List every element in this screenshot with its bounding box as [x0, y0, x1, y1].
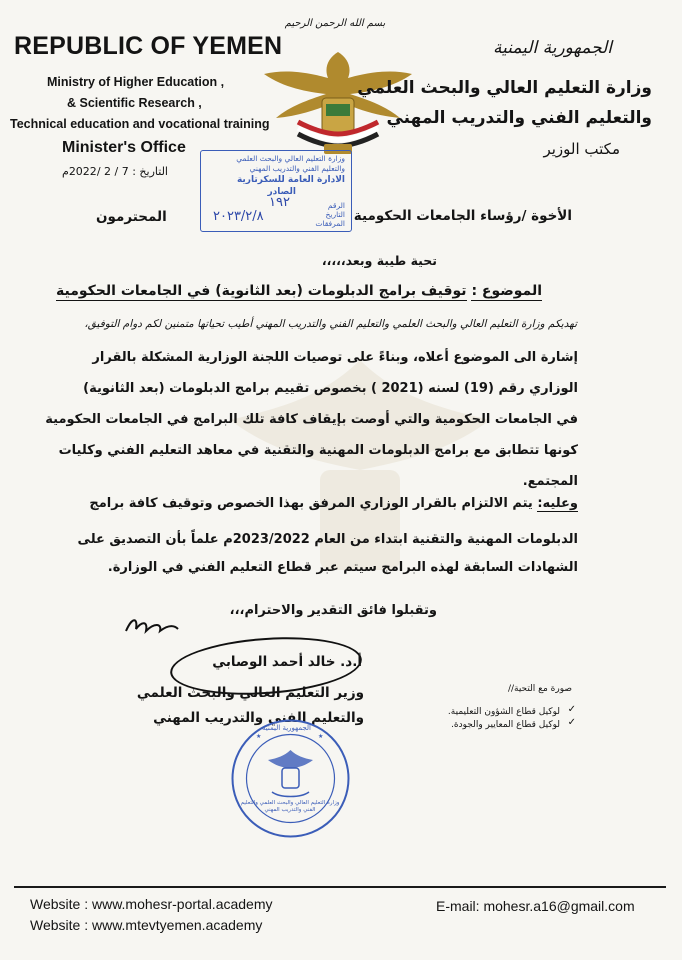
- republic-arabic: الجمهورية اليمنية: [492, 38, 612, 58]
- ministry-line-1: Ministry of Higher Education ,: [47, 75, 225, 89]
- signatory-title-2: والتعليم الفني والتدريب المهني: [153, 710, 364, 726]
- stamp-attachments-label: المرفقات: [315, 219, 345, 228]
- registry-stamp: [200, 150, 352, 232]
- closing-line: وتقبلوا فائق التقدير والاحترام،،،: [229, 603, 437, 618]
- stamp-number-label: الرقم: [327, 201, 345, 210]
- addressee: الأخوة /رؤساء الجامعات الحكومية: [353, 208, 572, 224]
- signature-scribble-icon: [122, 613, 182, 641]
- stamp-date: ٢٠٢٣/٢/٨: [213, 209, 264, 224]
- cc-check-icon-2: ✓: [567, 717, 576, 728]
- country-title: REPUBLIC OF YEMEN: [14, 32, 283, 60]
- greeting: تحية طيبة وبعد،،،،،: [321, 253, 437, 268]
- footer-email: E-mail: mohesr.a16@gmail.com: [436, 898, 635, 914]
- paragraph1-line-5: المجتمع.: [522, 474, 578, 489]
- seal-bottom-text: وزارة التعليم العالي والبحث العلمي والتعليم الفني والتدريب المهني: [240, 800, 340, 814]
- paragraph1-line-1: إشارة الى الموضوع أعلاه، وبناءً على توصيات اللجنة الوزارية المشكلة بالقرار: [92, 350, 578, 365]
- subject-label: الموضوع :: [471, 283, 542, 299]
- signatory-name: أ.د. خالد أحمد الوصابي: [212, 654, 362, 670]
- paragraph1-line-4: كونها تتطابق مع برامج الدبلومات المهنية والتقنية في معاهد التعليم الفني وكليات: [58, 443, 578, 458]
- ministers-office-label: Minister's Office: [62, 139, 186, 156]
- cc-check-icon-1: ✓: [567, 704, 576, 715]
- paragraph2-line-3: الشهادات السابقة لهذه البرامج سيتم عبر قطاع التعليم الفني في الوزارة.: [107, 560, 578, 575]
- paragraph2-line-2: الدبلومات المهنية والتقنية ابتداء من العام 2023/2022م علماً بأن التصديق على: [77, 532, 578, 547]
- letter-date: التاريخ : 7 / 2 /2022م: [62, 165, 168, 178]
- svg-text:★: ★: [256, 733, 262, 740]
- ministers-office-arabic: مكتب الوزير: [543, 140, 620, 158]
- paragraph1-line-3: في الجامعات الحكومية والتي أوصت بإيقاف كافة تلك البرامج في الجامعات الحكومية: [45, 412, 578, 427]
- svg-text:★: ★: [318, 733, 324, 740]
- footer-divider: [14, 886, 666, 888]
- subject-line: [56, 283, 542, 299]
- cc-item-2: لوكيل قطاع المعايير والجودة.: [451, 720, 560, 730]
- signatory-title-1: وزير التعليم العالي والبحث العلمي: [136, 685, 364, 701]
- ministry-line-3: Technical education and vocational training: [10, 117, 270, 131]
- paragraph2-label: وعليه:: [537, 496, 578, 511]
- basmala-text: بسم الله الرحمن الرحيم: [284, 18, 386, 29]
- footer-website-1: Website : www.mohesr-portal.academy: [30, 896, 273, 912]
- cc-heading: صورة مع التحية//: [507, 684, 572, 694]
- stamp-line-2: والتعليم الفني والتدريب المهني: [249, 164, 345, 173]
- seal-top-text: الجمهورية اليمنية: [262, 724, 312, 732]
- paragraph2-line-1-text: يتم الالتزام بالقرار الوزاري المرفق بهذا الخصوص وتوقيف كافة برامج: [89, 496, 533, 511]
- stamp-number: ١٩٢: [269, 195, 290, 210]
- stamp-line-4: الصادر: [267, 187, 296, 197]
- basmala: [280, 12, 390, 42]
- handwritten-greeting-line: تهديكم وزارة التعليم العالي والبحث العلمي والتعليم الفني والتدريب المهني أطيب تحياتها متمنين لكم دوام التوفيق،: [84, 318, 577, 330]
- respected-label: المحترمون: [96, 209, 167, 225]
- ministry-seal-icon: [228, 716, 353, 841]
- stamp-line-3: الادارة العامة للسكرتارية: [236, 175, 345, 185]
- subject-text: توقيف برامج الدبلومات (بعد الثانوية) في الجامعات الحكومية: [56, 283, 467, 299]
- ministry-arabic-2: والتعليم الفني والتدريب المهني: [386, 108, 652, 128]
- paragraph2-line-1: [89, 496, 578, 511]
- stamp-date-label: التاريخ: [325, 210, 345, 219]
- yemen-emblem-icon: [258, 44, 418, 164]
- stamp-line-1: وزارة التعليم العالي والبحث العلمي: [236, 154, 345, 163]
- ministry-line-2: & Scientific Research ,: [67, 96, 202, 110]
- paragraph1-line-2: الوزاري رقم (19) لسنه (2021 ) بخصوص تقييم برامج الدبلومات (بعد الثانوية): [83, 381, 578, 396]
- ministry-arabic-1: وزارة التعليم العالي والبحث العلمي: [357, 78, 652, 98]
- cc-item-1: لوكيل قطاع الشؤون التعليمية.: [447, 707, 560, 717]
- footer-website-2: Website : www.mtevtyemen.academy: [30, 917, 263, 933]
